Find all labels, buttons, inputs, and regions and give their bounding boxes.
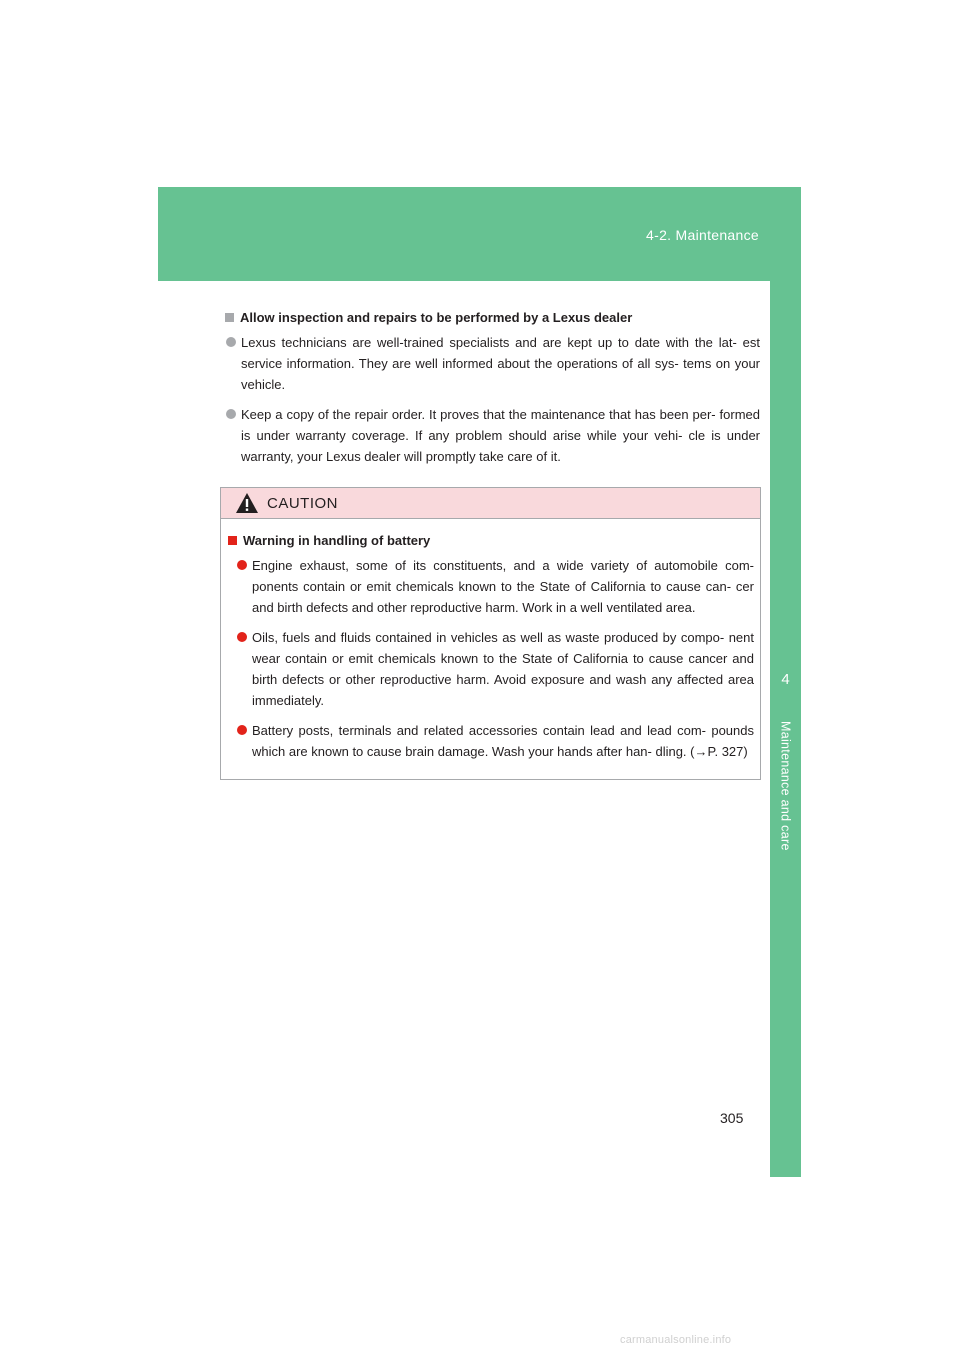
caution-list-item xyxy=(227,627,754,711)
caution-header xyxy=(221,488,760,519)
chapter-number: 4 xyxy=(781,671,790,688)
list-item-text: Lexus technicians are well-trained specialists and are kept up to date with the lat- est service information. They are well informed about the operations of all sys- tems on your vehicle. xyxy=(241,335,760,392)
section-heading xyxy=(224,309,760,327)
caution-heading-text: Warning in handling of battery xyxy=(243,533,431,548)
watermark: carmanualsonline.info xyxy=(620,1334,732,1346)
square-bullet-icon xyxy=(228,536,237,545)
caution-title: CAUTION xyxy=(267,494,338,512)
list-item xyxy=(224,332,760,395)
circle-bullet-icon xyxy=(237,560,247,570)
caution-list-item-text: Oils, fuels and fluids contained in vehicles as well as waste produced by compo- nent wear contain or emit chemicals known to the State of California to cause cancer and birth defects or other reproductive harm. Avoid exposure and wash any affected area immediately. xyxy=(252,630,754,708)
circle-bullet-icon xyxy=(226,409,236,419)
section-heading-text: Allow inspection and repairs to be performed by a Lexus dealer xyxy=(240,310,633,325)
chapter-label: Maintenance and care xyxy=(778,721,793,851)
circle-bullet-icon xyxy=(237,725,247,735)
chapter-label-container xyxy=(770,721,801,881)
caution-heading xyxy=(227,532,754,550)
circle-bullet-icon xyxy=(237,632,247,642)
square-bullet-icon xyxy=(225,313,234,322)
caution-body xyxy=(221,519,760,762)
caution-box xyxy=(220,487,761,780)
list-item-text: Keep a copy of the repair order. It proves that the maintenance that has been per- formed is under warranty coverage. If any problem should arise while your vehi- cle is under warranty, your Lexus dealer will promptly take care of it. xyxy=(241,407,760,464)
list-item xyxy=(224,404,760,467)
page-number: 305 xyxy=(720,1110,744,1126)
chapter-side-tab xyxy=(770,281,801,1177)
caution-list-item xyxy=(227,555,754,618)
caution-list-item xyxy=(227,720,754,762)
warning-triangle-icon xyxy=(235,492,259,514)
caution-list-item-text: Battery posts, terminals and related accessories contain lead and lead com- pounds which are known to cause brain damage. Wash your hands after han- dling. (→P. 327) xyxy=(252,723,754,759)
main-content xyxy=(224,309,760,476)
header-band xyxy=(158,187,801,281)
caution-list-item-text: Engine exhaust, some of its constituents, and a wide variety of automobile com- ponents contain or emit chemicals known to the State of California to cause can- cer and birth defects and other reproductive harm. Work in a well ventilated area. xyxy=(252,558,754,615)
circle-bullet-icon xyxy=(226,337,236,347)
section-title: 4-2. Maintenance xyxy=(646,227,759,243)
